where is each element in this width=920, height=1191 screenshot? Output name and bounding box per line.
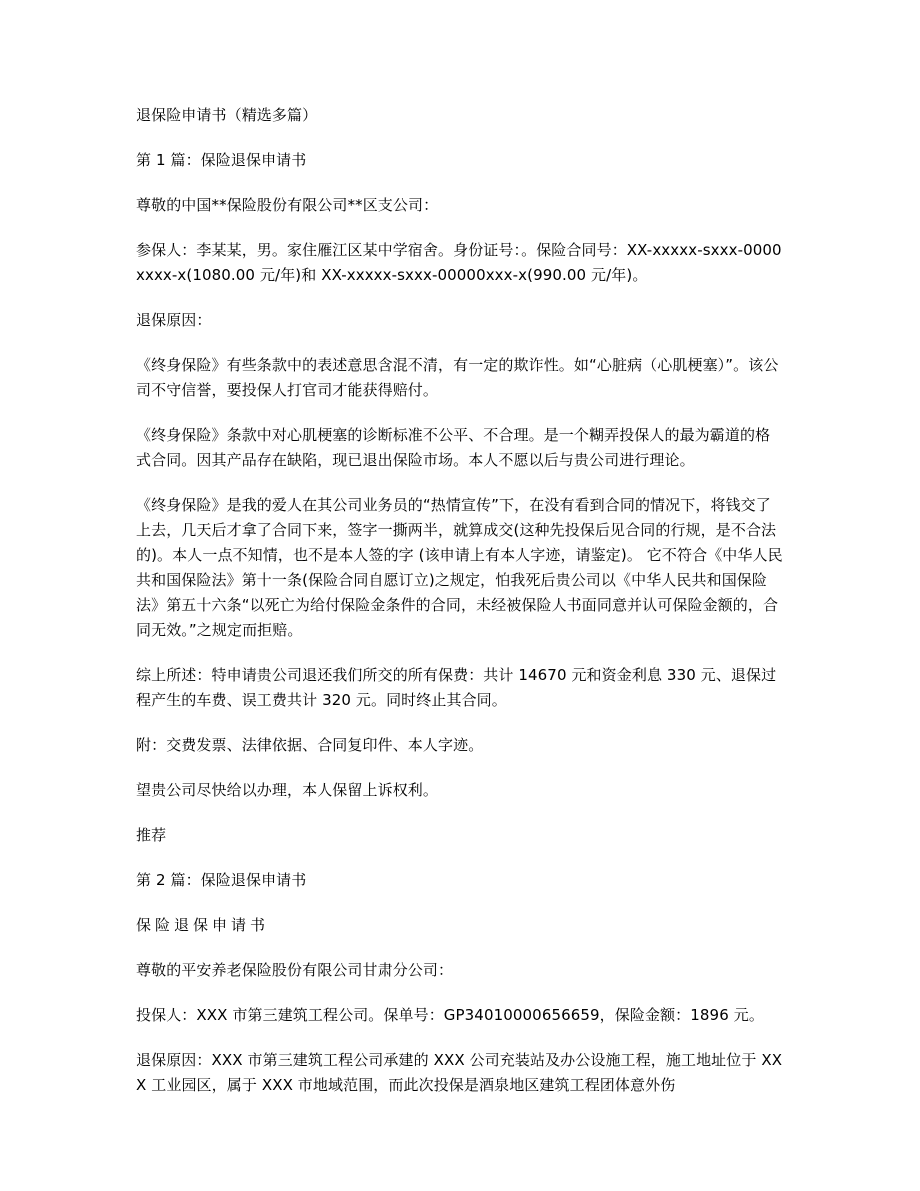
part2-subtitle: 保险退保申请书: [136, 916, 270, 934]
part1-salutation: 尊敬的中国**保险股份有限公司**区支公司：: [136, 196, 439, 214]
part2-salutation: 尊敬的平安养老保险股份有限公司甘肃分公司：: [136, 961, 454, 979]
part1-closing: 望贵公司尽快给以办理，本人保留上诉权利。: [136, 781, 439, 799]
part1-heading: 第 1 篇：保险退保申请书: [136, 151, 307, 169]
part1-insured-info: 参保人：李某某，男。家住雁江区某中学宿舍。身份证号：。保险合同号：XX-xxxxx-sxxx-0000xxxx-x(1080.00 元/年)和 XX-xxxxx-sxxx-00000xxx-x(990.00 元/年)。: [136, 241, 782, 284]
part1-reason-label: 退保原因：: [136, 311, 212, 329]
part1-reason-2: 《终身保险》条款中对心肌梗塞的诊断标准不公平、不合理。是一个糊弄投保人的最为霸道的格式合同。因其产品存在缺陷，现已退出保险市场。本人不愿以后与贵公司进行理论。: [136, 426, 771, 469]
part1-reason-3: 《终身保险》是我的爱人在其公司业务员的“热情宣传”下，在没有看到合同的情况下，将钱交了上去，几天后才拿了合同下来，签字一撕两半，就算成交(这种先投保后见合同的行规，是不合法的)。本人一点不知情，也不是本人签的字 (该申请上有本人字迹，请鉴定)。 它不符合《中华人民共和国保险法》第十一条(保险合同自愿订立)之规定，怕我死后贵公司以《中华人民共和国保险法》第五十六条“以死亡为给付保险金条件的合同，未经被保险人书面同意并认可保险金额的，合同无效。”之规定而拒赔。: [136, 496, 783, 639]
document-title: 退保险申请书（精选多篇）: [136, 106, 318, 124]
part1-attachments: 附：交费发票、法律依据、合同复印件、本人字迹。: [136, 736, 484, 754]
part2-insured-info: 投保人：XXX 市第三建筑工程公司。保单号：GP34010000656659，保险金额：1896 元。: [136, 1006, 764, 1024]
recommend-label: 推荐: [136, 826, 167, 844]
part1-reason-1: 《终身保险》有些条款中的表述意思含混不清，有一定的欺诈性。如“心脏病（心肌梗塞）”。该公司不守信誉，要投保人打官司才能获得赔付。: [136, 356, 779, 399]
part2-reason: 退保原因：XXX 市第三建筑工程公司承建的 XXX 公司充装站及办公设施工程，施工地址位于 XXX 工业园区，属于 XXX 市地域范围，而此次投保是酒泉地区建筑工程团体意外伤: [136, 1051, 783, 1094]
part1-summary: 综上所述：特申请贵公司退还我们所交的所有保费：共计 14670 元和资金利息 330 元、退保过程产生的车费、误工费共计 320 元。同时终止其合同。: [136, 666, 777, 709]
document-page: [136, 103, 784, 1118]
part2-heading: 第 2 篇：保险退保申请书: [136, 871, 307, 889]
